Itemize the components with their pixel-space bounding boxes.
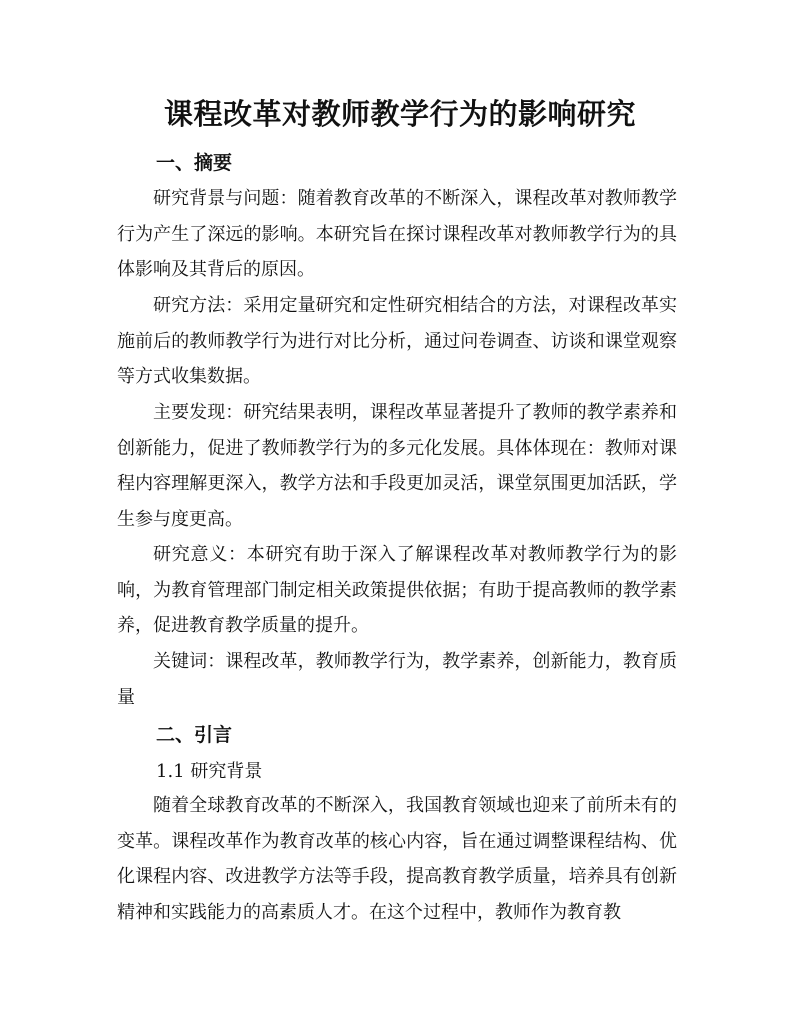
paragraph-methods: 研究方法：采用定量研究和定性研究相结合的方法，对课程改革实施前后的教师教学行为进行对比分析，通过问卷调查、访谈和课堂观察等方式收集数据。 (117, 295, 677, 387)
paragraph-intro-background: 随着全球教育改革的不断深入，我国教育领域也迎来了前所未有的变革。课程改革作为教育改革的核心内容，旨在通过调整课程结构、优化课程内容、改进教学方法等手段，提高教育教学质量，培养具有创新精神和实践能力的高素质人才。在这个过程中，教师作为教育教 (117, 795, 677, 923)
paragraph-background: 研究背景与问题：随着教育改革的不断深入，课程改革对教师教学行为产生了深远的影响。本研究旨在探讨课程改革对教师教学行为的具体影响及其背后的原因。 (117, 188, 677, 280)
subsection-heading-research-background: 1.1 研究背景 (156, 761, 263, 782)
page-title: 课程改革对教师教学行为的影响研究 (163, 97, 636, 131)
paragraph-keywords: 关键词：课程改革，教师教学行为，教学素养，创新能力，教育质量 (117, 651, 677, 708)
section-heading-introduction: 二、引言 (156, 724, 233, 746)
paragraph-significance: 研究意义：本研究有助于深入了解课程改革对教师教学行为的影响，为教育管理部门制定相关政策提供依据；有助于提高教师的教学素养，促进教育教学质量的提升。 (117, 544, 677, 636)
section-heading-abstract: 一、摘要 (156, 152, 233, 174)
paragraph-findings: 主要发现：研究结果表明，课程改革显著提升了教师的教学素养和创新能力，促进了教师教学行为的多元化发展。具体体现在：教师对课程内容理解更深入，教学方法和手段更加灵活，课堂氛围更加活跃，学生参与度更高。 (117, 402, 677, 530)
